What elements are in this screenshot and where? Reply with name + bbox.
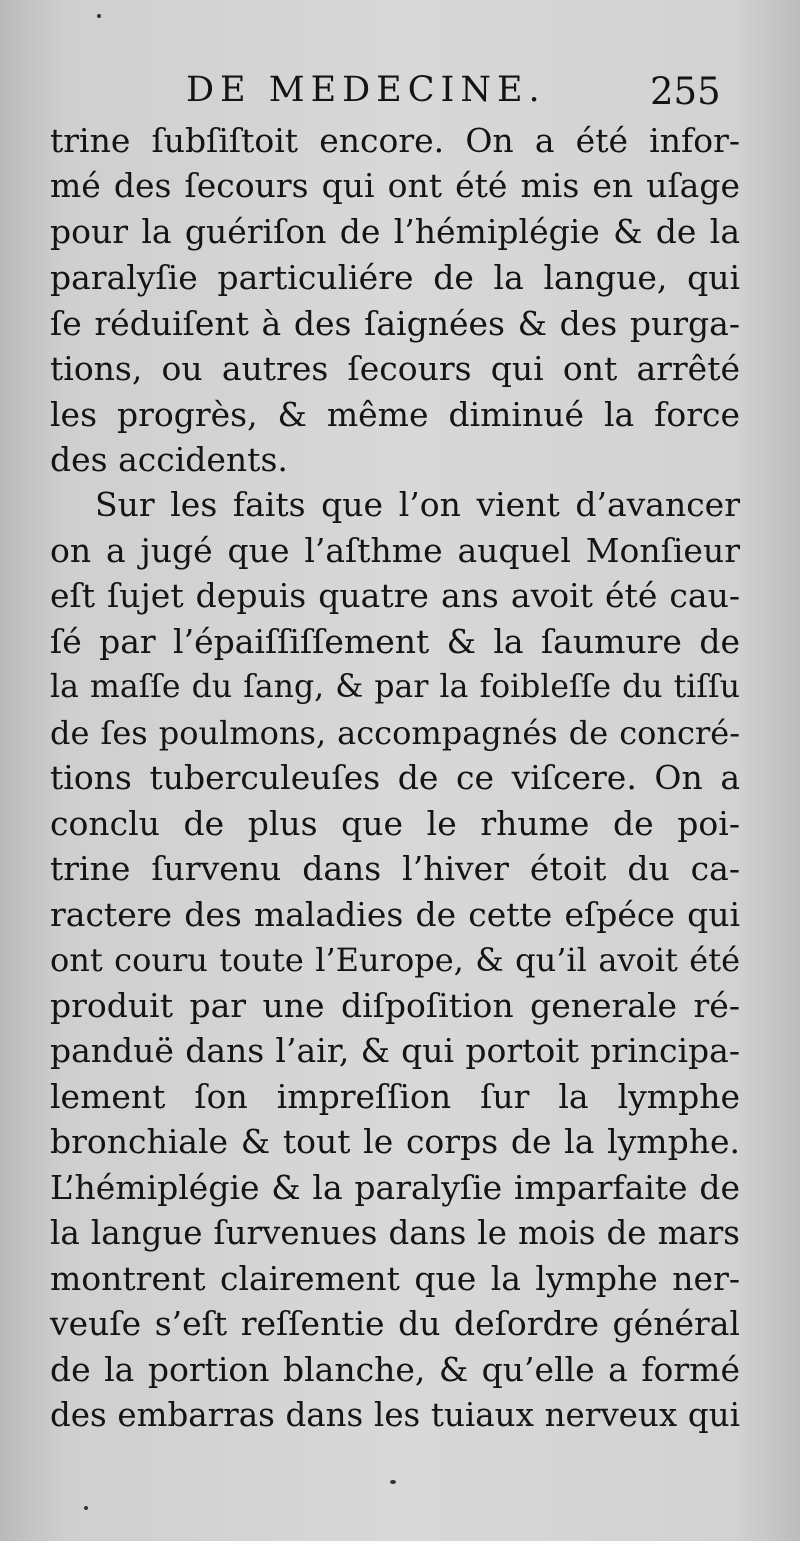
text-line: trine ſubſiſtoit encore. On a été infor- [50,121,740,160]
page-number: 255 [650,70,721,113]
running-head [0,70,800,120]
text-line: paralyſie particuliére de la langue, qui [50,258,740,297]
text-line: des accidents. [50,440,288,479]
text-line: montrent clairement que la lymphe ner- [50,1259,740,1298]
text-line: produit par une diſpoſition generale ré- [50,986,740,1025]
text-line: ſe réduiſent à des ſaignées & des purga- [50,304,740,343]
text-line: pour la guériſon de l’hémiplégie & de la [50,212,740,251]
text-line: ractere des maladies de cette eſpéce qui [50,895,740,934]
text-line: lement ſon impreſſion ſur la lymphe [50,1077,740,1116]
text-line: ſé par l’épaiſſiſſement & la ſaumure de [50,622,740,661]
text-line: conclu de plus que le rhume de poi- [50,804,740,843]
text-line: tions tuberculeuſes de ce viſcere. On a [50,758,740,797]
running-title: DE MEDECINE. [186,70,546,110]
text-line: la maſſe du ſang, & par la foibleſſe du tiſſu [50,669,740,705]
text-line: trine ſurvenu dans l’hiver étoit du ca- [50,849,740,888]
text-line: bronchiale & tout le corps de la lymphe. [50,1122,740,1161]
text-line: des embarras dans les tuiaux nerveux qui [50,1396,740,1434]
text-line: de ſes poulmons, accompagnés de concré- [50,714,740,752]
paper-speck [84,1506,88,1510]
text-line: veuſe s’eſt reſſentie du deſordre général [50,1304,740,1343]
text-line: de la portion blanche, & qu’elle a formé [50,1350,740,1389]
text-line: eſt ſujet depuis quatre ans avoit été cau- [50,576,740,615]
paragraph-first-line: Sur les faits que l’on vient d’avancer [95,485,740,524]
text-line: mé des ſecours qui ont été mis en uſage [50,166,740,205]
text-line: L’hémiplégie & la paralyſie imparfaite de [50,1168,740,1207]
paper-speck [97,14,101,18]
text-line: la langue ſurvenues dans le mois de mars [50,1214,740,1252]
paper-speck [390,1480,396,1484]
text-line: panduë dans l’air, & qui portoit principa- [50,1031,740,1070]
text-line: ont couru toute l’Europe, & qu’il avoit été [50,941,740,979]
text-line: les progrès, & même diminué la force [50,395,740,434]
text-line: on a jugé que l’aſthme auquel Monſieur [50,531,740,570]
text-line: tions, ou autres ſecours qui ont arrêté [50,349,740,388]
